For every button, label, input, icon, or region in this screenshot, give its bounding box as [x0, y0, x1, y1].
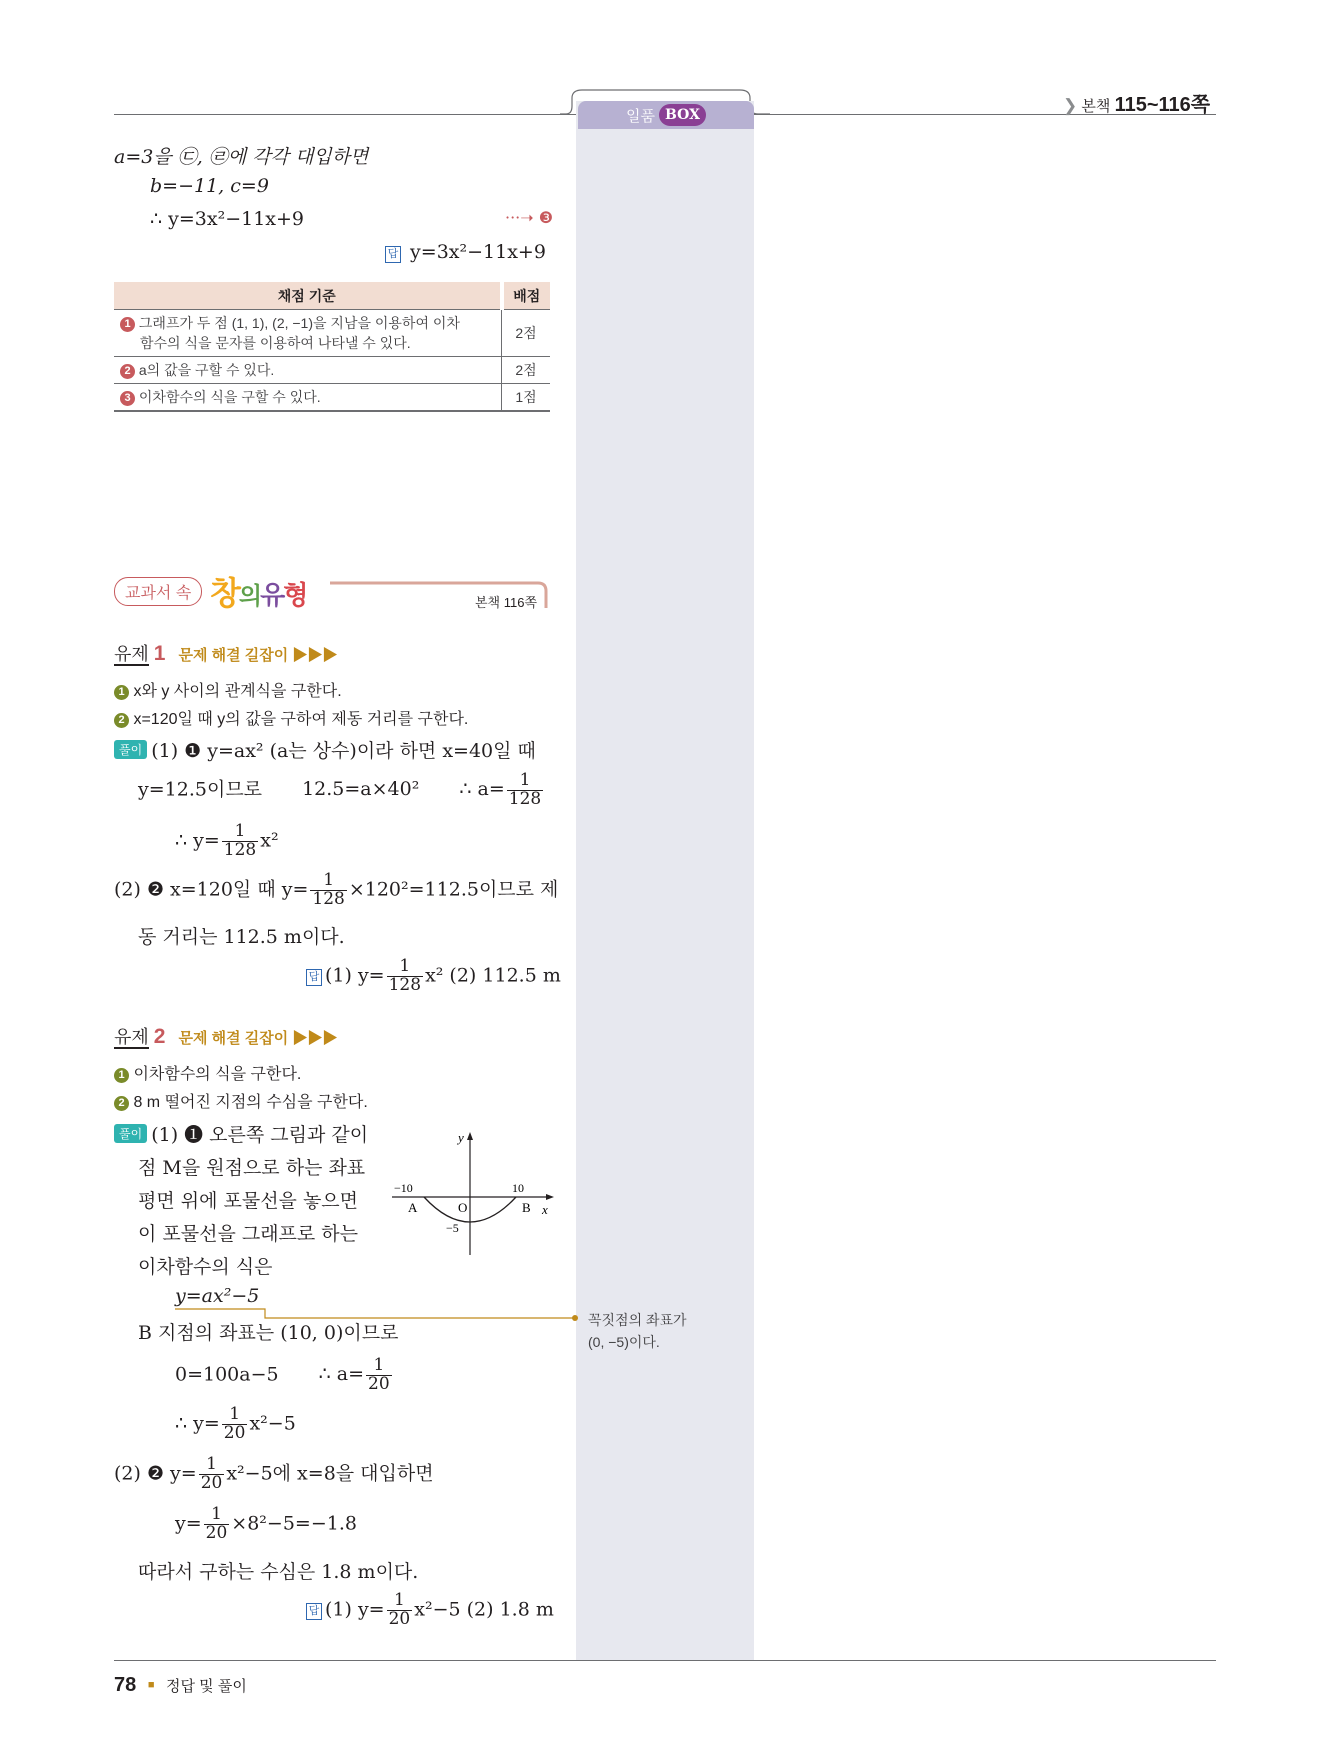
table-row: 2 a의 값을 구할 수 있다. 2점 [114, 357, 550, 384]
step-marker: ···➝ ❸ [505, 208, 554, 227]
solution-line: 이 포물선을 그래프로 하는 [138, 1223, 359, 1245]
answer-line: 답 y=3x²−11x+9 [385, 241, 546, 263]
box-header [578, 101, 754, 129]
answer-icon: 답 [306, 969, 322, 986]
solution-line: y=12.5이므로 12.5=a×40² ∴ a= $\frac{1}{128}$ [138, 770, 542, 809]
guide-step: 2 8 m 떨어진 지점의 수심을 구한다. [114, 1089, 368, 1112]
solution-line: 0=100a−5 ∴ a= $\frac{1}{20}$ [175, 1355, 390, 1394]
grading-table [114, 282, 550, 412]
solution-line: a=3을 ㉢, ㉣에 각각 대입하면 [114, 146, 369, 168]
guide-step: 1 x와 y 사이의 관계식을 구한다. [114, 678, 342, 701]
footer-title: 정답 및 풀이 [166, 1678, 247, 1695]
fraction: $\frac{1}{128}$ [223, 821, 257, 860]
solution-line: 따라서 구하는 수심은 1.8 m이다. [138, 1561, 419, 1583]
graph-left-tick: −10 [394, 1181, 413, 1195]
answer-icon: 답 [385, 246, 401, 263]
fraction: $\frac{1}{128}$ [312, 870, 345, 909]
bottom-rule [114, 1660, 1216, 1661]
solution-badge: 풀이 [114, 1124, 147, 1143]
graph-x-label: x [542, 1202, 548, 1217]
page-footer [114, 1674, 247, 1697]
solution-line: y= $\frac{1}{20}$ ×8²−5=−1.8 [175, 1504, 357, 1543]
fraction: $\frac{1}{128}$ [388, 956, 422, 995]
section-title: 창의유형 [210, 575, 307, 611]
graph-y-label: y [458, 1130, 464, 1145]
solution-line: (2) ❷ y= $\frac{1}{20}$ x²−5에 x=8을 대입하면 [114, 1454, 434, 1493]
solution-line: 풀이 (1) ❶ y=ax² (a는 상수)이라 하면 x=40일 때 [114, 736, 536, 763]
graph-bottom-tick: −5 [446, 1221, 459, 1235]
solution-line: (2) ❷ x=120일 때 y= $\frac{1}{128}$ ×120²=112.5이므로 제 [114, 870, 559, 909]
guide-step: 2 x=120일 때 y의 값을 구하여 제동 거리를 구한다. [114, 706, 468, 729]
solution-line: ∴ y=3x²−11x+9 [150, 208, 305, 230]
step-number: 3 [120, 391, 135, 406]
fraction: $\frac{1}{20}$ [205, 1504, 228, 1543]
solution-line: ∴ y= $\frac{1}{20}$ x²−5 [175, 1404, 296, 1443]
fraction: $\frac{1}{20}$ [388, 1590, 411, 1629]
graph-point-b: B [522, 1200, 531, 1215]
graph-origin: O [458, 1200, 468, 1215]
side-note: 꼭짓점의 좌표가 (0, −5)이다. [588, 1312, 687, 1350]
side-box-column [576, 101, 754, 1660]
answer-line: 답 (1) y= $\frac{1}{128}$ x² (2) 112.5 m [306, 958, 561, 995]
problem-2-header: 유제 2 문제 해결 길잡이 ▶▶▶ [114, 1025, 338, 1048]
guide-step: 1 이차함수의 식을 구한다. [114, 1061, 301, 1084]
parabola-graph [386, 1130, 556, 1260]
section-tag: 교과서 속 [114, 577, 202, 606]
solution-line: 평면 위에 포물선을 놓으면 [138, 1190, 359, 1212]
book-reference: ❯ 본책 115~116쪽 [1063, 94, 1211, 116]
fraction: $\frac{1}{20}$ [200, 1454, 223, 1493]
solution-line: 점 M을 원점으로 하는 좌표 [138, 1157, 366, 1179]
solution-line: y=ax²−5 [175, 1285, 260, 1307]
solution-line: B 지점의 좌표는 (10, 0)이므로 [138, 1322, 399, 1344]
chevron-right-icon: ❯ [1063, 96, 1078, 115]
fraction: $\frac{1}{20}$ [223, 1404, 246, 1443]
box-label: 일품 [626, 106, 656, 125]
step-number: 2 [120, 364, 135, 379]
table-row: 1 그래프가 두 점 (1, 1), (2, −1)을 지남을 이용하여 이차 함수의 식을 문자를 이용하여 나타낼 수 있다. 2점 [114, 310, 550, 357]
answer-line: 답 (1) y= $\frac{1}{20}$ x²−5 (2) 1.8 m [306, 1592, 554, 1629]
fraction: $\frac{1}{128}$ [508, 770, 542, 809]
graph-right-tick: 10 [512, 1181, 524, 1195]
page-number: 78 [114, 1674, 137, 1696]
solution-line: b=−11, c=9 [150, 175, 269, 197]
solution-badge: 풀이 [114, 740, 147, 759]
solution-line: 풀이 (1) ❶ 오른쪽 그림과 같이 [114, 1120, 368, 1147]
solution-line: 동 거리는 112.5 m이다. [138, 926, 345, 948]
box-badge: BOX [659, 104, 706, 126]
grading-header-points: 배점 [502, 282, 551, 310]
problem-1-header: 유제 1 문제 해결 길잡이 ▶▶▶ [114, 642, 338, 665]
answer-icon: 답 [306, 1603, 322, 1620]
grading-header-criteria: 채점 기준 [114, 282, 502, 310]
solution-line: 이차함수의 식은 [138, 1256, 273, 1278]
step-number: 1 [120, 317, 135, 332]
graph-point-a: A [408, 1200, 418, 1215]
fraction: $\frac{1}{20}$ [368, 1355, 390, 1394]
footer-bullet: ■ [147, 1679, 155, 1691]
section-ref: 본책 116쪽 [475, 595, 538, 610]
table-row: 3 이차함수의 식을 구할 수 있다. 1점 [114, 384, 550, 412]
note-connector [175, 1300, 585, 1324]
solution-line: ∴ y= $\frac{1}{128}$ x² [175, 821, 279, 860]
